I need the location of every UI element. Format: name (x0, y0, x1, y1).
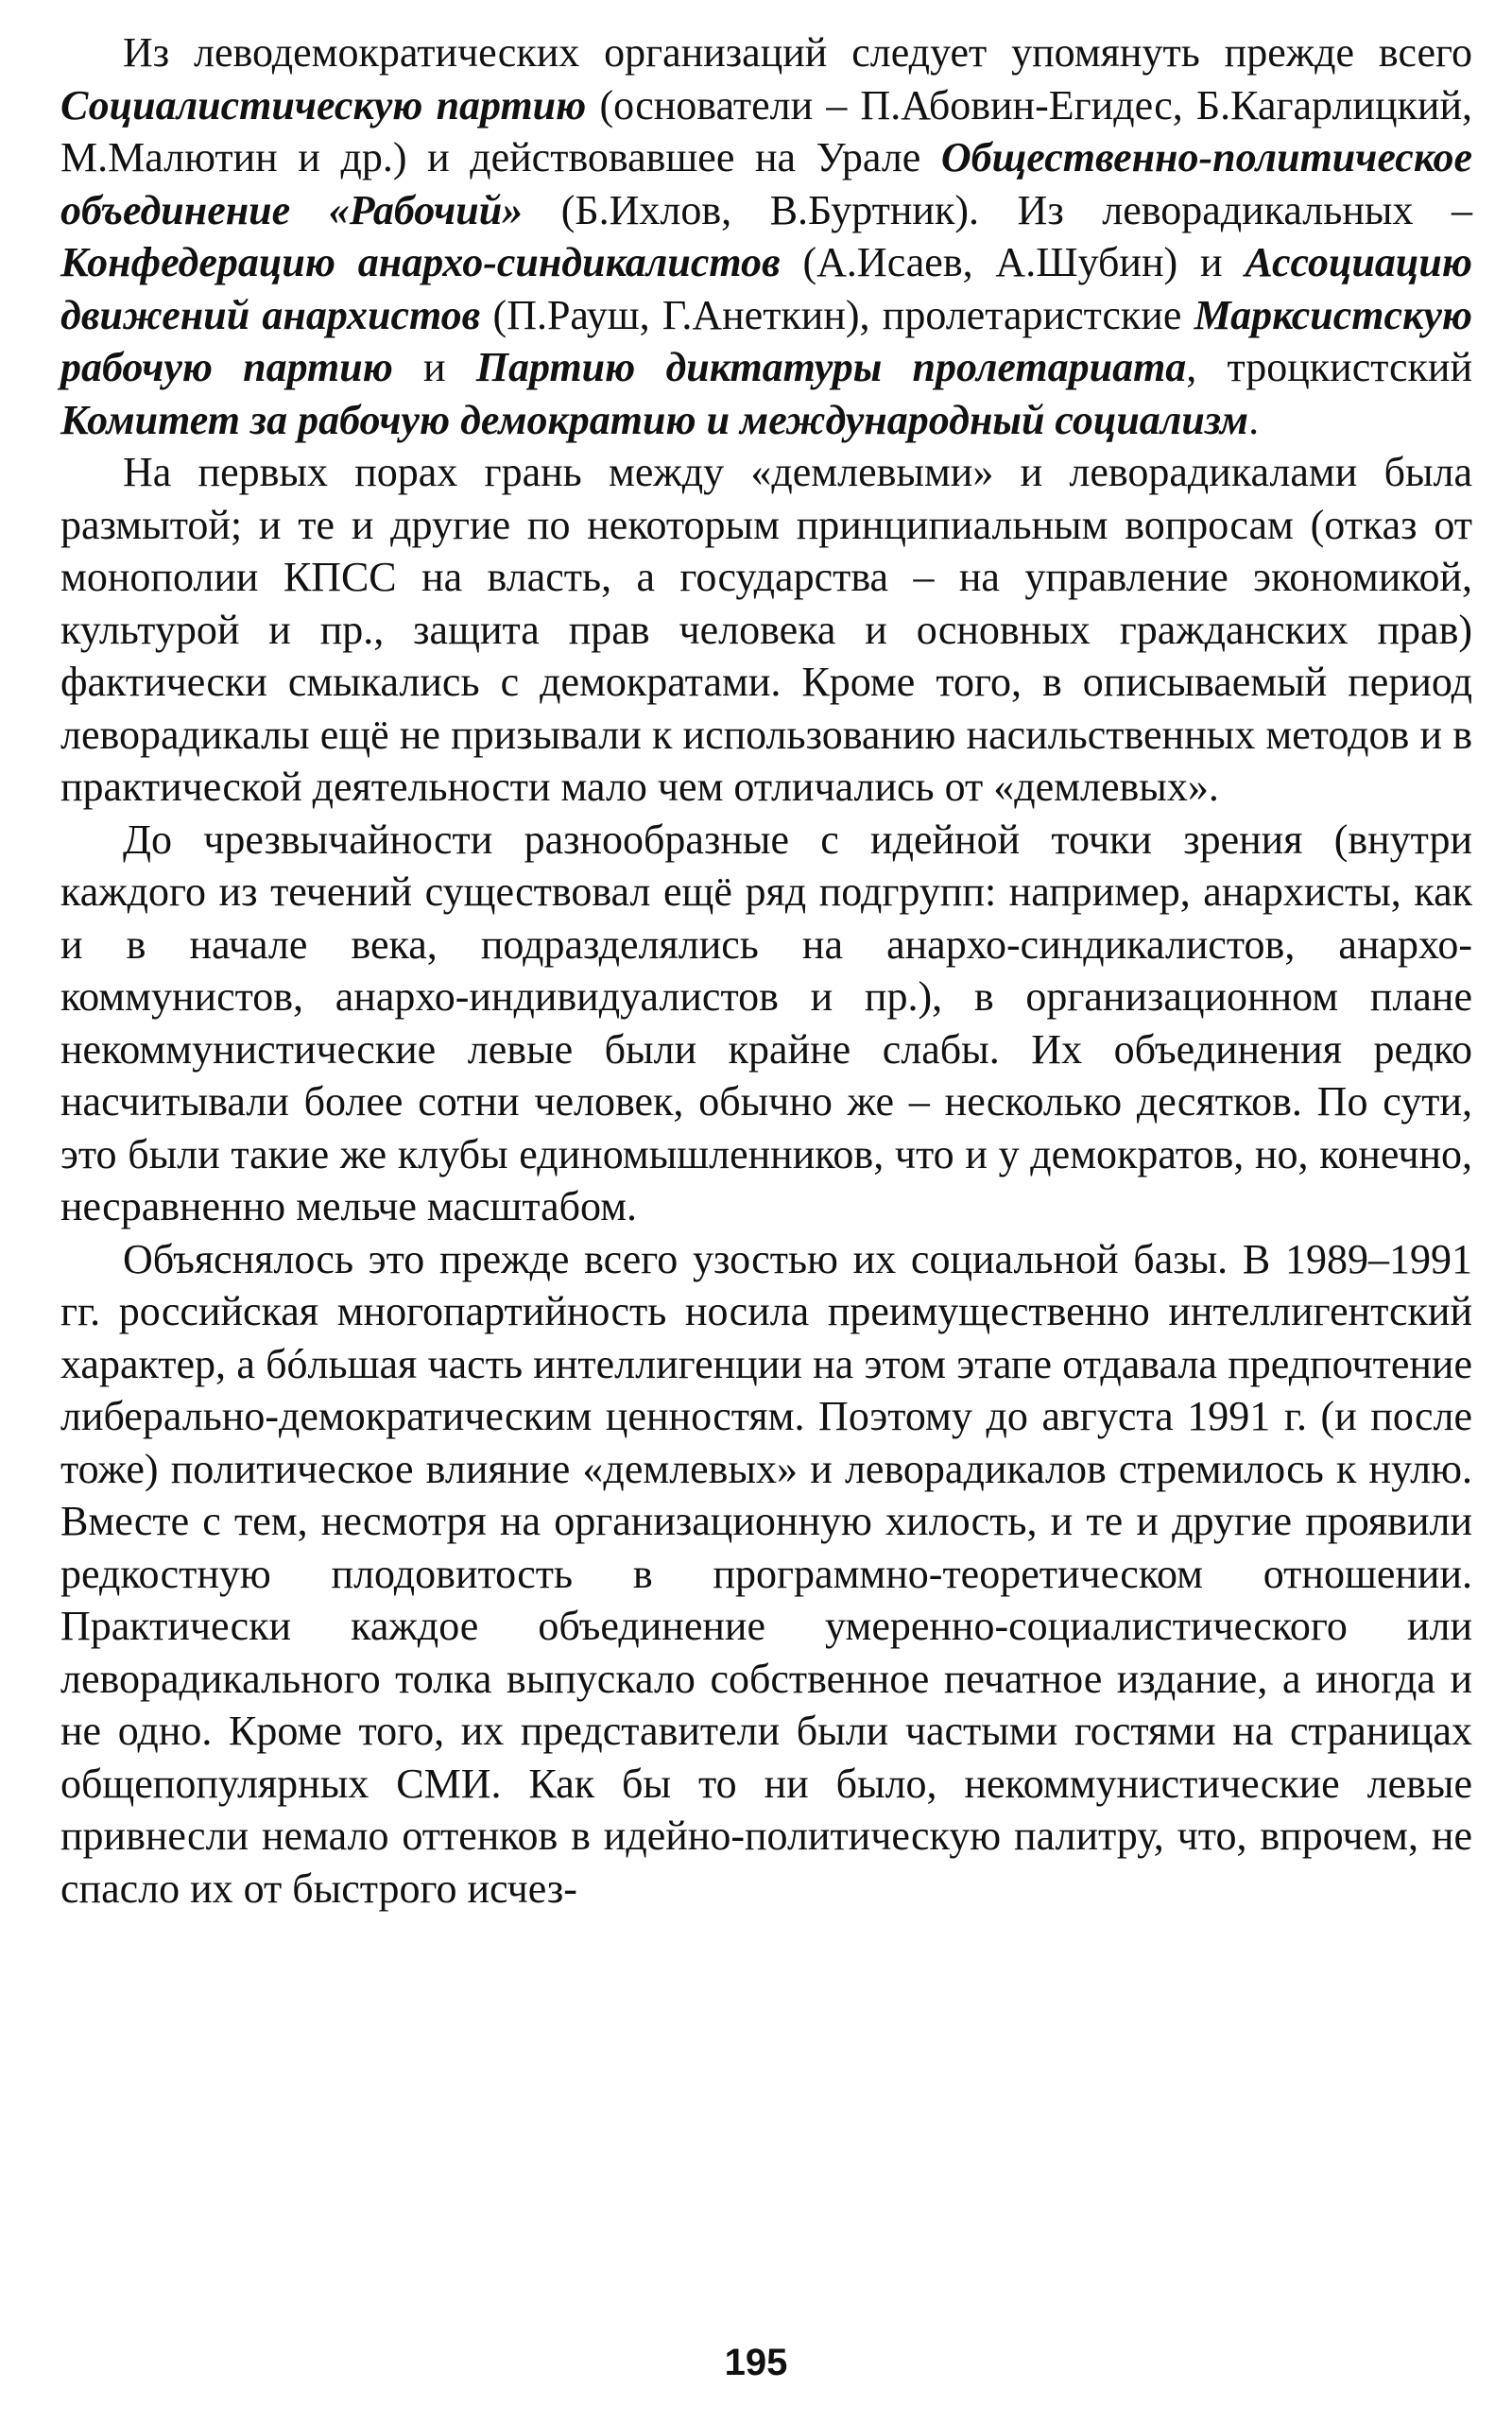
text-run: (Б.Ихлов, В.Буртник). Из леворадикальных – (523, 186, 1472, 233)
text-run: . (1248, 396, 1260, 443)
organization-name: Общественно-политическое объединение «Рабочий» (60, 134, 1472, 233)
organization-name: Партию диктатуры пролетариата (475, 344, 1187, 390)
text-run: и (392, 344, 476, 390)
text-run: (основатели – П.Абовин-Егидес, Б.Кагарлицкий, М.Малютин и др.) и действовавшее на Урале (60, 81, 1472, 180)
text-run: Объяснялось это прежде всего узостью их социальной базы. В 1989–1991 гг. российская многопартийность носила преимущественно интеллигентский характер, а бóльшая часть интеллигенции на этом этапе отдавала предпочтение либерально-демократическим ценностям. Поэтому до августа 1991 г. (и после тоже) политическое влияние «демлевых» и леворадикалов стремилось к нулю. Вместе с тем, несмотря на организационную хилость, и те и другие проявили редкостную плодовитость в программно-теоретическом отношении. Практически каждое объединение умеренно-социалистического или леворадикального толка выпускало собственное печатное издание, а иногда и не одно. Кроме того, их представители были частыми гостями на страницах общепопулярных СМИ. Как бы то ни было, некоммунистические левые привнесли немало оттенков в идейно-политическую палитру, что, впрочем, не спасло их от быстрого исчез- (60, 1235, 1472, 1912)
page-number: 195 (724, 2342, 788, 2383)
paragraph-4 (60, 1233, 1472, 1916)
text-run: (А.Исаев, А.Шубин) и (780, 239, 1246, 285)
paragraph-3 (60, 814, 1472, 1233)
page-text (60, 26, 1472, 1915)
text-run: До чрезвычайности разнообразные с идейной точки зрения (внутри каждого из течений существовал ещё ряд подгрупп: например, анархисты, как и в начале века, подразделялись на анархо-синдикалистов, анархо-коммунистов, анархо-индивидуалистов и пр.), в организационном плане некоммунистические левые были крайне слабы. Их объединения редко насчитывали более сотни человек, обычно же – несколько десятков. По сути, это были такие же клубы единомышленников, что и у демократов, но, конечно, несравненно мельче масштабом. (60, 816, 1472, 1229)
organization-name: Марксистскую рабочую партию (60, 291, 1472, 390)
text-run: На первых порах грань между «демлевыми» и леворадикалами была размытой; и те и другие по некоторым принципиальным вопросам (отказ от монополии КПСС на власть, а государства – на управление экономикой, культурой и пр., защита прав человека и основных гражданских прав) фактически смыкались с демократами. Кроме того, в описываемый период леворадикалы ещё не призывали к использованию насильственных методов и в практической деятельности мало чем отличались от «демлевых». (60, 449, 1472, 810)
text-run: (П.Рауш, Г.Анеткин), пролетаристские (480, 291, 1194, 338)
paragraph-1 (60, 26, 1472, 446)
organization-name: Конфедерацию анархо-синдикалистов (60, 239, 781, 285)
paragraph-2 (60, 446, 1472, 814)
organization-name: Ассоциацию движений анархистов (60, 239, 1472, 338)
organization-name: Социалистическую партию (60, 81, 587, 129)
text-run: , троцкистский (1186, 344, 1473, 390)
organization-name: Комитет за рабочую демократию и международный социализм (60, 396, 1249, 443)
text-run: Из леводемократических организаций следует упомянуть прежде всего (123, 29, 1472, 76)
